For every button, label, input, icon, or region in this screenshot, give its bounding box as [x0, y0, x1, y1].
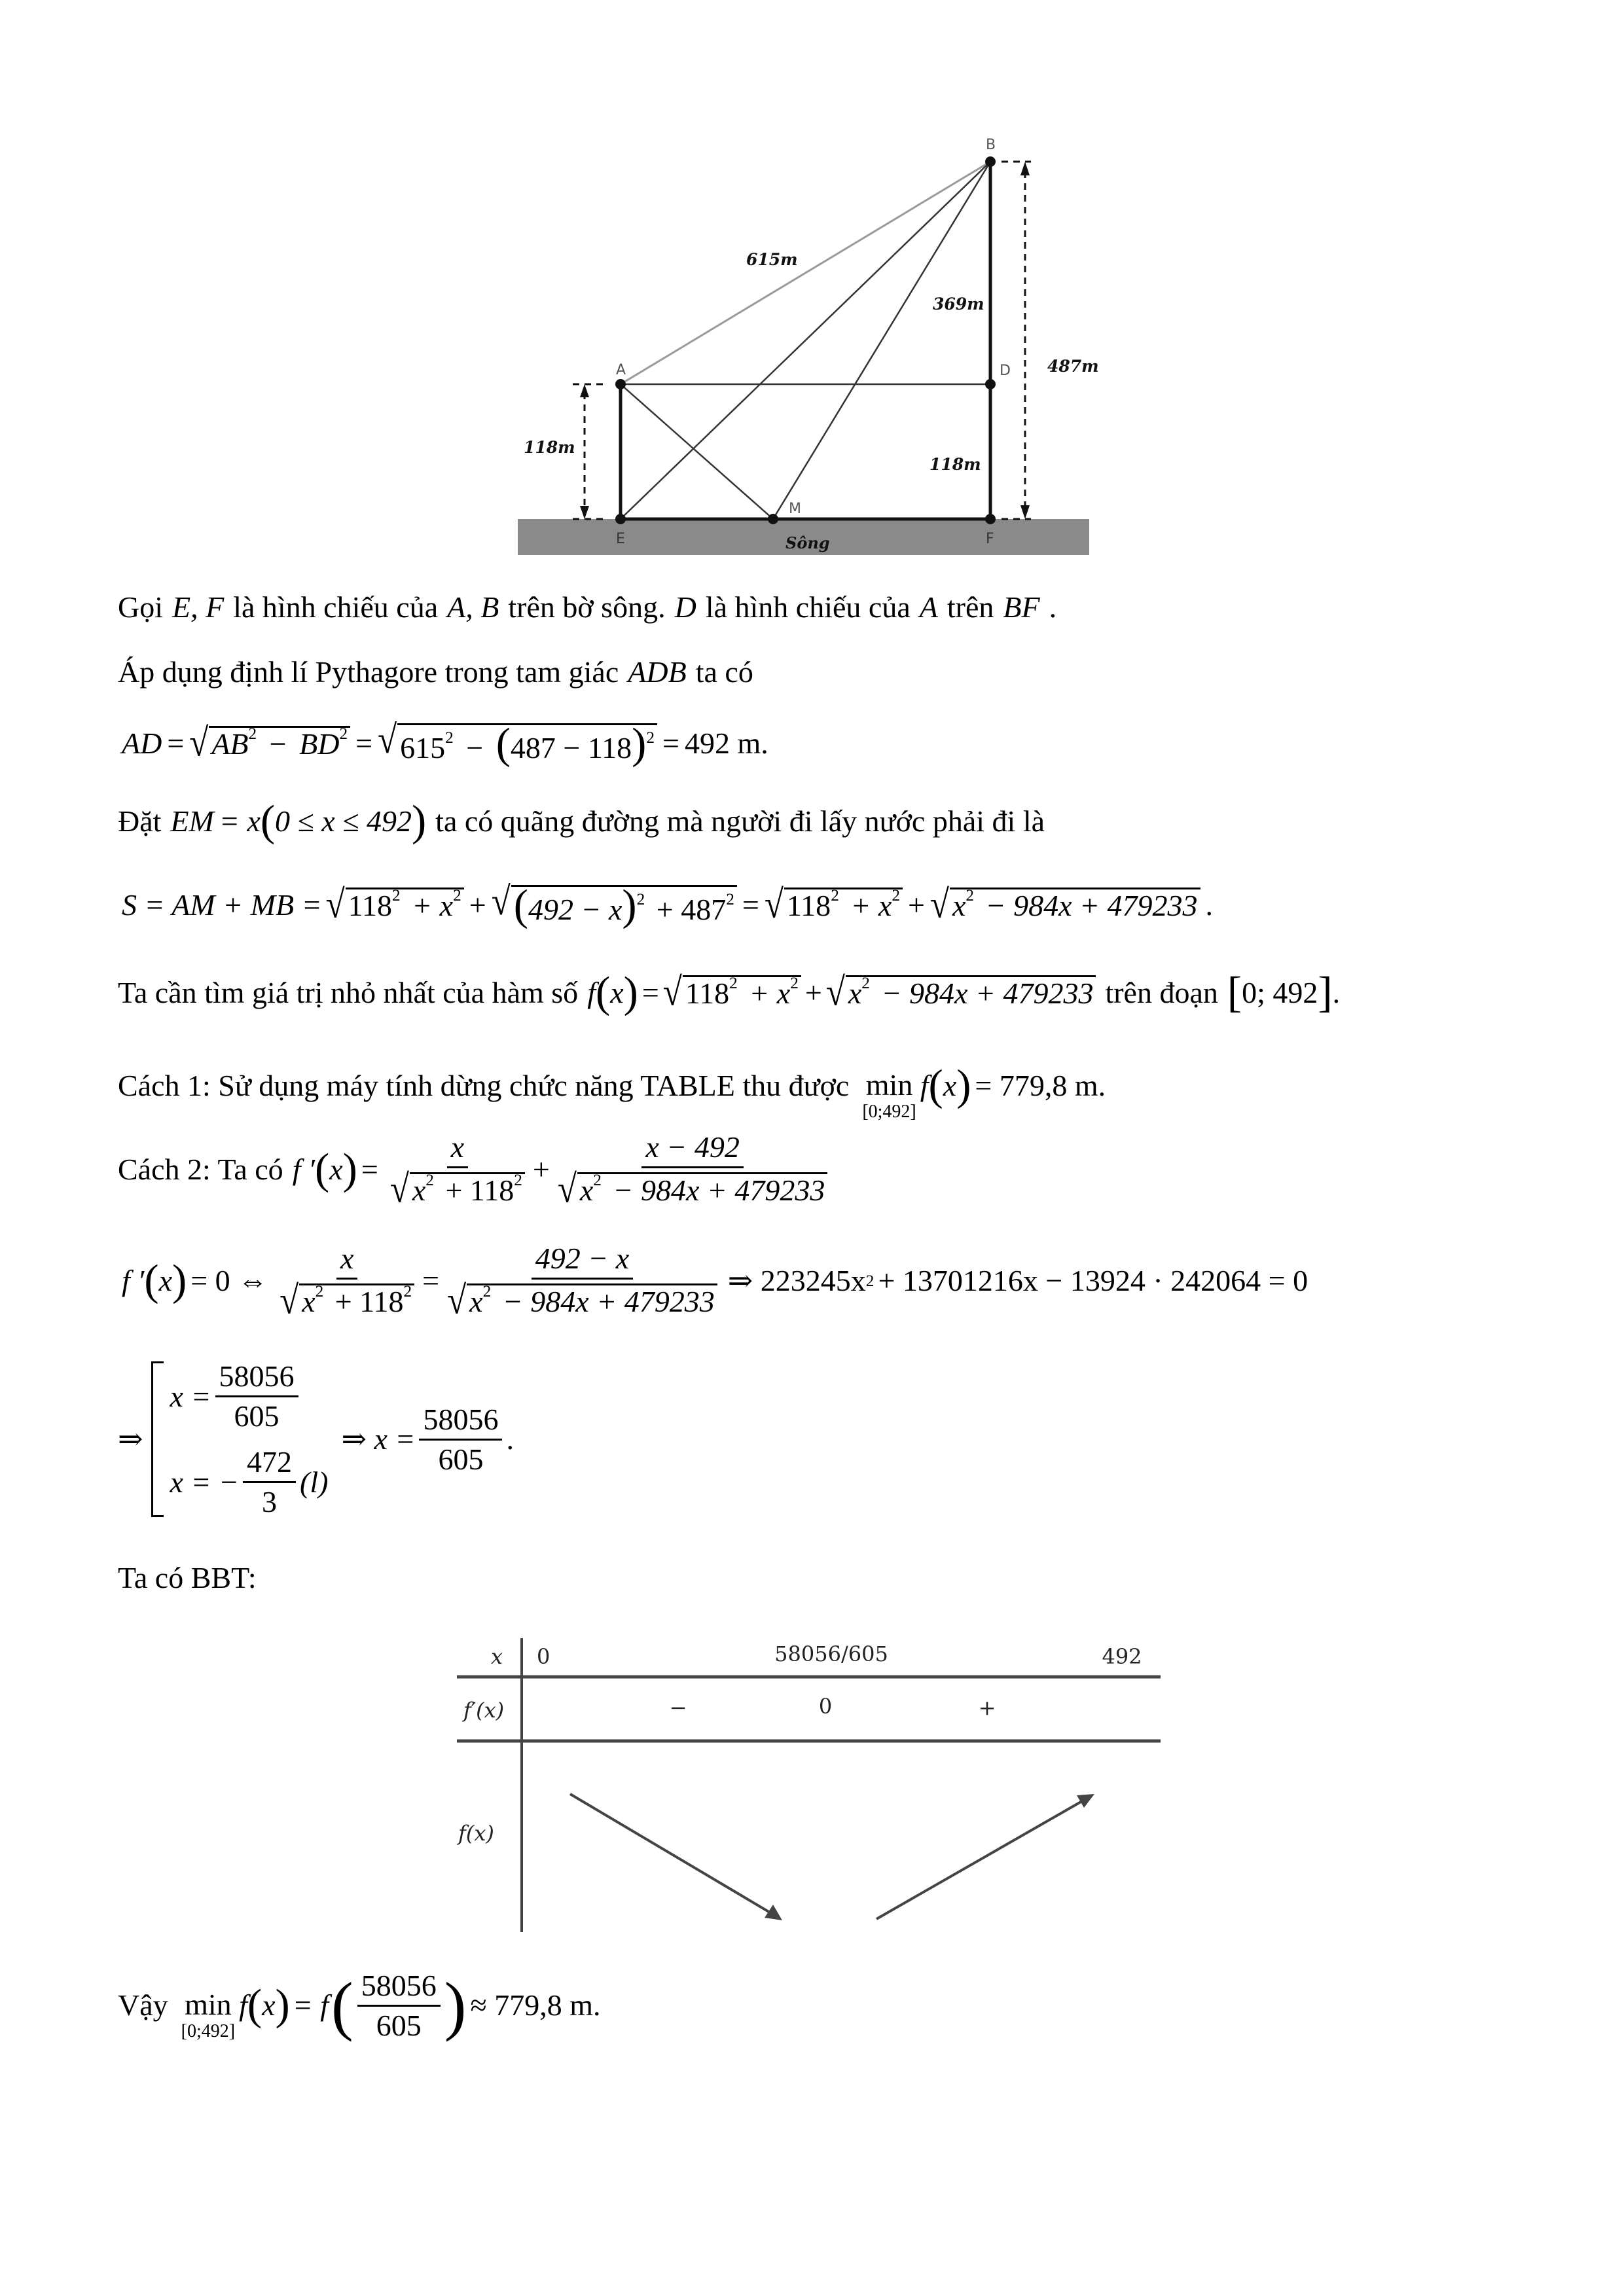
text: Gọi [118, 590, 163, 624]
text: Đặt [118, 804, 162, 838]
math-op: = [662, 726, 679, 760]
math-interval: 0; 492 [1242, 975, 1318, 1009]
numerator: x [336, 1244, 357, 1280]
variation-table [452, 1633, 1172, 1941]
sign-negative: − [669, 1695, 687, 1720]
math-var: BD [299, 727, 340, 761]
point-m [768, 514, 778, 524]
exponent: 2 [339, 725, 348, 744]
text: Ta có BBT: [118, 1561, 257, 1594]
math-var: ADB [628, 655, 687, 689]
math-var: AD [122, 726, 162, 760]
text: trên [947, 590, 994, 624]
arrowhead-down-left [580, 506, 589, 519]
fraction: 492 − x √ $x^2 - 984x + 479233$ [443, 1244, 721, 1318]
text: ta có quãng đường mà người đi lấy nước phải đi là [435, 804, 1045, 838]
math-num: 118 [685, 977, 730, 1011]
text: . [1098, 1069, 1106, 1102]
math-var: EM [170, 804, 214, 838]
math-expr: 0 ≤ x ≤ 492 [275, 804, 412, 838]
text: là hình chiếu của [705, 590, 911, 624]
arrowhead-up-right [1020, 162, 1030, 175]
label-118m-right: 118m [929, 455, 981, 474]
arrow-decreasing [570, 1794, 774, 1915]
bracket [151, 1361, 164, 1517]
label-487m: 487m [1047, 357, 1099, 376]
math-var: x [412, 1174, 426, 1207]
denominator: 605 [376, 2008, 422, 2042]
point-a [615, 379, 626, 389]
sqrt: √ $118^2 + x^2$ [326, 888, 464, 922]
math-var: x [158, 1263, 172, 1297]
math-result: ≈ 779,8 m [470, 1988, 593, 2022]
math-expr: 487 − 118 [510, 731, 632, 764]
x-value-end: 492 [1102, 1644, 1142, 1669]
exponent: 2 [646, 728, 655, 747]
min-operator [181, 1990, 235, 2041]
line-projection [118, 592, 1056, 622]
line-find-min: Ta cần tìm giá trị nhỏ nhất của hàm số f ( x ) = √ $118^2 + x^2$ + √ $x^2 - 984x + 479233$ trên đoạn [ 0; 492 ] . [118, 969, 1341, 1016]
math-op: = [361, 1152, 378, 1186]
math-var: x [579, 1174, 594, 1207]
line-bbt-intro [118, 1563, 257, 1593]
math-expr: x = [170, 1379, 211, 1413]
numerator: 492 − x [532, 1244, 633, 1280]
math-note: (l) [300, 1465, 329, 1499]
exponent: 2 [790, 974, 799, 993]
equation-derivative-zero: f ′ ( x ) = 0 ⇔ x √ $x^2 + 118^2$ = 492 − x √ $x^2 - 984x + 479233$ ⇒ 223245x 2 + 13701216x − 13924 · 242064 = 0 [122, 1242, 1308, 1323]
point-b [985, 156, 996, 167]
label-615m: 615m [746, 250, 798, 269]
math-expr: + x [749, 977, 791, 1011]
math-op: = [641, 975, 659, 1009]
math-var: x [952, 889, 966, 923]
math-expr: x = − [170, 1465, 240, 1499]
math-op: = [422, 1263, 440, 1297]
equation-roots [118, 1361, 514, 1517]
label-b: B [986, 137, 996, 153]
text: . [761, 726, 768, 760]
math-var: f [587, 975, 596, 1009]
math-expr: 492 − x [528, 893, 623, 926]
label-a: A [616, 362, 626, 378]
label-m: M [789, 501, 801, 517]
exponent: 2 [965, 886, 975, 905]
denominator: 605 [438, 1442, 484, 1476]
arrowhead-down-right [1020, 505, 1030, 519]
exponent: 2 [514, 1171, 522, 1190]
math-result: = 779,8 m [975, 1069, 1098, 1102]
label-e: E [616, 531, 625, 547]
math-var: f [239, 1988, 247, 2022]
label-118m-left: 118m [524, 438, 575, 457]
math-var: x [302, 1285, 316, 1318]
math-expr: S = AM + MB = [122, 888, 322, 922]
math-op: = [167, 726, 185, 760]
x-value-critical: 58056/605 [774, 1641, 888, 1666]
denominator: 3 [262, 1485, 278, 1518]
math-expr: ⇒ 223245x [727, 1263, 866, 1297]
math-var: x [262, 1988, 276, 2022]
text: Vậy [118, 1988, 168, 2022]
math-expr: − 984x + 479233 [502, 1285, 715, 1318]
line-method-2: Cách 2: Ta có f ′ ( x ) = x √ $x^2 + 118^2$ + x − 492 √ $x^2 - 984x + 479233$ [118, 1132, 835, 1207]
text: . [1332, 975, 1341, 1009]
sqrt: √ $615^2 - (487 - 118)^2$ [378, 723, 657, 763]
exponent: 2 [482, 1282, 492, 1301]
point-e [615, 514, 626, 524]
point-f [985, 514, 996, 524]
arrow-increasing [876, 1799, 1087, 1919]
sqrt: √ $x^2 - 984x + 479233$ [826, 975, 1096, 1010]
math-expr: + 13701216x − 13924 · 242064 = 0 [878, 1263, 1308, 1297]
math-op: + [907, 888, 925, 922]
math-op: + [804, 975, 822, 1009]
arrowhead-decreasing [765, 1905, 782, 1920]
exponent: 2 [315, 1282, 324, 1301]
text: là hình chiếu của [233, 590, 439, 624]
equation-s [122, 879, 1214, 929]
exponent: 2 [636, 890, 645, 909]
denominator: 605 [234, 1399, 280, 1433]
arrowhead-increasing [1077, 1794, 1094, 1808]
math-var: f [920, 1069, 929, 1102]
math-expr: − 984x + 479233 [985, 889, 1198, 923]
math-op: + [469, 888, 486, 922]
label-369m: 369m [933, 295, 984, 314]
math-expr: ⇒ x = [341, 1422, 416, 1456]
line-method-1: Cách 1: Sử dụng máy tính dừng chức năng TABLE thu được min [0;492] f ( x ) = 779,8 m . [118, 1062, 1106, 1122]
exponent: 2 [453, 886, 461, 905]
text: . [506, 1422, 514, 1456]
math-var: x [469, 1285, 483, 1318]
math-var: x [943, 1069, 957, 1102]
row-label-fprime: f′(x) [463, 1698, 505, 1723]
sign-zero: 0 [818, 1694, 833, 1719]
numerator: 472 [243, 1447, 296, 1483]
numerator: x − 492 [641, 1132, 743, 1168]
segment-am [621, 384, 773, 519]
text: trên bờ sông. [508, 590, 666, 624]
sqrt: √ $118^2 + x^2$ [663, 975, 801, 1010]
exponent: 2 [391, 886, 401, 905]
numerator: 58056 [357, 1971, 441, 2007]
math-result: 492 m [685, 726, 761, 760]
math-op: min [865, 1068, 913, 1102]
line-pythagore [118, 657, 753, 687]
label-river: Sông [785, 533, 830, 552]
math-var: x [329, 1152, 343, 1186]
label-f: F [986, 531, 994, 547]
math-var: D [674, 590, 696, 624]
math-expr: − 984x + 479233 [881, 977, 1094, 1011]
row-label-f: f(x) [458, 1821, 494, 1846]
line-set-em: Đặt EM = x ( 0 ≤ x ≤ 492 ) ta có quãng đường mà người đi lấy nước phải đi là [118, 797, 1045, 845]
x-value-start: 0 [537, 1644, 550, 1669]
math-var: f ′ [122, 1263, 145, 1297]
exponent: 2 [593, 1171, 602, 1190]
exponent: 2 [729, 974, 738, 993]
fraction: x − 492 √ $x^2 - 984x + 479233$ [554, 1132, 832, 1207]
numerator: 58056 [419, 1405, 502, 1441]
text: . [1205, 888, 1214, 922]
exponent: 2 [861, 974, 870, 993]
math-op: = [355, 726, 373, 760]
exponent: 2 [445, 728, 454, 747]
text: Cách 2: Ta có [118, 1152, 283, 1186]
exponent: 2 [892, 886, 900, 905]
geometry-figure [511, 124, 1100, 569]
numerator: 58056 [215, 1361, 298, 1397]
exponent: 2 [726, 890, 734, 909]
text: trên đoạn [1105, 975, 1218, 1009]
dimension-487-right [1001, 162, 1031, 519]
math-var: E, F [172, 590, 225, 624]
text: . [592, 1988, 601, 2022]
sqrt: √ $x^2 - 984x + 479233$ [930, 888, 1200, 922]
math-num: 118 [348, 889, 392, 923]
exponent: 2 [403, 1282, 412, 1301]
arrowhead-up-left [580, 384, 589, 397]
math-op: = [742, 888, 759, 922]
numerator: x [447, 1132, 468, 1168]
text: . [1049, 590, 1057, 624]
math-num: 118 [786, 889, 831, 923]
point-d [985, 379, 996, 389]
math-var: AB [211, 727, 249, 761]
exponent: 2 [831, 886, 839, 905]
text: Áp dụng định lí Pythagore trong tam giác [118, 655, 619, 689]
segment-ab [621, 162, 990, 384]
equation-ad [122, 717, 768, 768]
fraction: x √ $x^2 + 118^2$ [276, 1244, 418, 1318]
math-op: + [532, 1152, 550, 1186]
sqrt: √ $118^2 + x^2$ [765, 888, 903, 922]
math-expr: = x [219, 804, 261, 838]
math-op: min [185, 1988, 232, 2021]
sqrt: √ $(492 - x)^2 + 487^2$ [492, 885, 737, 925]
exponent: 2 [248, 725, 257, 744]
math-expr: + 118 [334, 1285, 404, 1318]
math-var: f ′ [292, 1152, 316, 1186]
exponent: 2 [425, 1171, 434, 1190]
math-expr: = f [292, 1988, 329, 2022]
text: Ta cần tìm giá trị nhỏ nhất của hàm số [118, 975, 579, 1009]
math-interval: [0;492] [862, 1102, 916, 1122]
math-expr: + 487 [656, 893, 727, 926]
math-expr: + x [412, 889, 454, 923]
math-var: x [610, 975, 624, 1009]
root-system [151, 1361, 329, 1517]
math-op: − [466, 731, 484, 764]
sqrt: √ $AB^2 - BD^2$ [189, 726, 350, 761]
min-operator [862, 1070, 916, 1121]
math-num: 615 [400, 731, 446, 764]
math-op: ⇒ [118, 1422, 143, 1456]
math-op: − [269, 727, 287, 761]
math-expr: + x [850, 889, 892, 923]
text: ta có [695, 655, 753, 689]
fraction: x √ $x^2 + 118^2$ [386, 1132, 529, 1207]
math-var: x [848, 977, 862, 1011]
sign-positive: + [978, 1695, 996, 1720]
row-label-x: x [491, 1644, 503, 1669]
math-var: A [919, 590, 938, 624]
math-var: BF [1003, 590, 1040, 624]
math-expr: − 984x + 479233 [613, 1174, 825, 1207]
dimension-118-left [573, 384, 605, 519]
math-expr: + 118 [445, 1174, 514, 1207]
text: Cách 1: Sử dụng máy tính dừng chức năng TABLE thu được [118, 1069, 850, 1102]
line-conclusion: Vậy min [0;492] f ( x ) = f ( $\frac{58056}{605}$ ) ≈ 779,8 m . [118, 1968, 601, 2042]
math-var: A, B [447, 590, 499, 624]
label-d: D [1000, 363, 1011, 379]
math-interval: [0;492] [181, 2021, 236, 2041]
math-op: = 0 ⇔ [190, 1263, 268, 1297]
